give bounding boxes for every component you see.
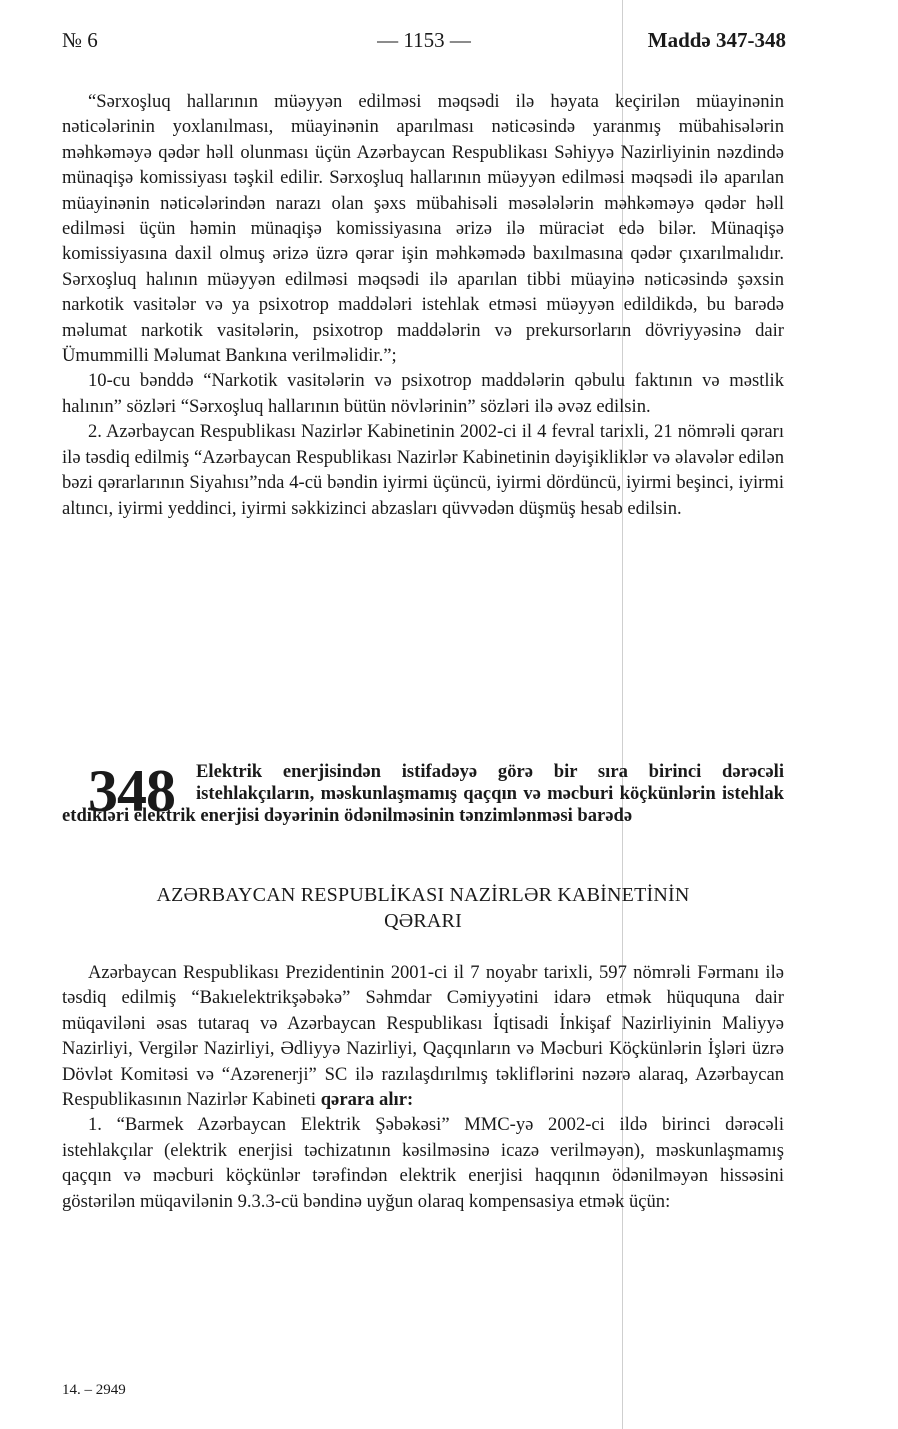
decree-number: 348: [88, 758, 175, 824]
decides-phrase: qərara alır:: [320, 1089, 414, 1111]
paragraph-item-1: 1. “Barmek Azərbaycan Elektrik Şəbəkəsi” MMC-yə 2002-ci ildə birinci dərəcəli istehlakçılar (elektrik enerjisi təchizatının kəsilməsinə icazə verilməyən), məskunlaşmamış qaçqın və məcburi köçkünlər tərəfindən elektrik enerjisi haqqının ödənilməyən hissəsini göstərilən müqavilənin 9.3.3-cü bəndinə uyğun olaraq kompensasiya etmək üçün:: [62, 1114, 784, 1212]
paragraph-preamble: [62, 960, 784, 1112]
print-signature: 14. – 2949: [62, 1382, 126, 1398]
decree-title-text: Elektrik enerjisindən istifadəyə görə bir sıra birinci dərəcəli istehlakçıların, məskunlaşmamış qaçqın və məcburi köçkünlərin istehlak etdikləri elektrik enerjisi dəyərinin ödənilməsinin tənzimlənməsi barədə: [62, 761, 784, 826]
paragraph-item-2: 2. Azərbaycan Respublikası Nazirlər Kabinetinin 2002-ci il 4 fevral tarixli, 21 nömrəli qərarı ilə təsdiq edilmiş “Azərbaycan Respublikası Nazirlər Kabinetinin dəyişikliklər və əlavələr edilən bəzi qərarlarının Siyahısı”nda 4-cü bəndin iyirmi üçüncü, iyirmi dördüncü, iyirmi beşinci, iyirmi altıncı, iyirmi yeddinci, iyirmi səkkizinci abzasları qüvvədən düşmüş hesab edilsin.: [62, 421, 784, 519]
paragraph-item-10: 10-cu bənddə “Narkotik vasitələrin və psixotrop maddələrin qəbulu faktının və məstlik halının” sözləri “Sərxoşluq hallarının bütün növlərinin” sözləri ilə əvəz edilsin.: [62, 370, 784, 417]
amendment-text: [62, 89, 784, 521]
page-number: — 1153 —: [377, 28, 471, 52]
paragraph-quoted-amendment: “Sərxoşluq hallarının müəyyən edilməsi məqsədi ilə həyata keçirilən müayinənin nəticələrinin yoxlanılması, müayinənin aparılması nəticəsində yaranmış mübahisələrin məhkəməyə qədər həll olunması üçün Azərbaycan Respublikası Səhiyyə Nazirliyinin nəzdində münaqişə komissiyası təşkil edilir. Sərxoşluq hallarının müəyyən edilməsi məqsədi ilə aparılan müayinənin nəticələrindən narazı olan şəxs mübahisəli məsələlərin məhkəməyə qədər həll edilməsi üçün həmin münaqişə komissiyasına ərizə ilə müraciət edə bilər. Münaqişə komissiyasına daxil olmuş ərizə üzrə qərar işin məhkəmədə baxılmasına qədər çıxarılmalıdır. Sərxoşluq halının müəyyən edilməsi məqsədi ilə aparılan tibbi müayinə nəticəsində şəxsin narkotik vasitələr və ya psixotrop maddələri istehlak etməsi müəyyən edildikdə, bu barədə məlumat narkotik vasitələrin, psixotrop maddələrin və prekursorların dövriyyəsinə dair Ümummilli Məlumat Bankına verilməlidir.”;: [62, 91, 784, 367]
preamble-text: Azərbaycan Respublikası Prezidentinin 2001-ci il 7 noyabr tarixli, 597 nömrəli Fərmanı ilə təsdiq edilmiş “Bakıelektrikşəbəkə” Səhmdar Cəmiyyətini idarə etmək hüququna dair müqaviləni əsas tutaraq və Azərbaycan Respublikası İqtisadi İnkişaf Nazirliyinin Maliyyə Nazirliyi, Vergilər Nazirliyi, Ədliyyə Nazirliyi, Qaçqınların və Məcburi Köçkünlərin İşləri üzrə Dövlət Komitəsi və “Azərenerji” SC ilə razılaşdırılmış təkliflərini nəzərə alaraq, Azərbaycan Respublikasının Nazirlər Kabineti: [62, 962, 784, 1111]
decision-text: [62, 960, 784, 1214]
article-range: Maddə 347-348: [647, 28, 786, 52]
cabinet-decision-title: [62, 882, 784, 934]
issue-number: № 6: [62, 28, 98, 52]
cabinet-title-line2: QƏRARI: [384, 910, 462, 932]
decree-heading: [62, 758, 784, 861]
page-header: [62, 28, 786, 58]
cabinet-title-line1: AZƏRBAYCAN RESPUBLİKASI NAZİRLƏR KABİNETİNİN: [156, 884, 690, 906]
